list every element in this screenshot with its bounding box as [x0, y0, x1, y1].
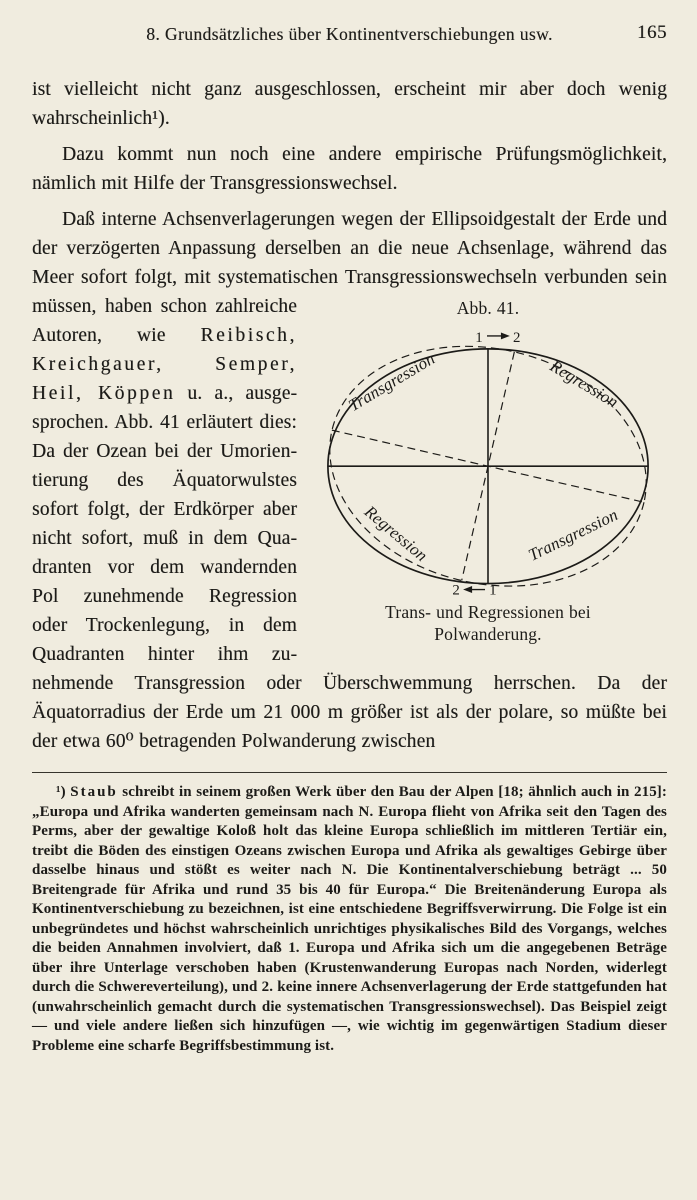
- arrowhead-bottom-left-icon: [463, 586, 472, 593]
- figure-caption-line2: Polwanderung.: [434, 624, 542, 645]
- arrowhead-top-right-icon: [501, 332, 510, 339]
- label-regression-top-right: Regression: [546, 356, 622, 412]
- paragraph-3: [32, 205, 667, 756]
- label-transgression-bottom-right: Transgression: [525, 505, 621, 565]
- label-transgression-top-left: Transgression: [345, 348, 439, 416]
- figure-title: Abb. 41.: [456, 298, 520, 318]
- polwanderung-diagram: [309, 325, 667, 599]
- footnote-author: Staub: [70, 784, 118, 800]
- pole-point-1-top: 1: [475, 329, 483, 346]
- chapter-title: 8. Grundsätzliches über Kontinentverschiebungen usw.: [146, 24, 553, 44]
- pole-point-1-bottom: 1: [489, 582, 497, 599]
- author-names: Reibisch, Kreichgauer, Semper, Heil, Köppen: [32, 325, 297, 404]
- paragraph-2: Dazu kommt nun noch eine andere empirische Prüfungsmöglichkeit, nämlich mit Hilfe der Transgressionswechsel.: [32, 144, 667, 194]
- paragraph-continuation: ist vielleicht nicht ganz ausgeschlossen, erscheint mir aber doch wenig wahrscheinlich¹).: [32, 79, 667, 129]
- footnote: [32, 783, 667, 1056]
- paragraph-3-text-c: u. a., ausgesprochen. Abb. 41 erläutert dies: Da der Ozean bei der Umorientierung des Äquatorwulstes sofort folgt, der Erdkörper aber nicht sofort, muß in dem Quadranten vor dem wandernden Pol zunehmende Regression oder Trockenlegung, in dem Quadranten hinter ihm zunehmende Transgression oder Überschwemmung herrschen. Da der Äquatorradius der Erde um 21 000 m größer ist als der polare, so müßte bei der etwa 60⁰ betragenden Polwanderung zwischen: [32, 383, 667, 752]
- page-header: [32, 24, 667, 45]
- paragraph-3-text-a: Daß interne Achsenverlagerungen wegen der Ellipsoidgestalt der Erde und der verzögerten Anpassung derselben an die neue Achsenlage, während das Meer sofort folgt, mit systematischen Transgressionswechseln verbunden sein müssen, haben schon: [32, 209, 667, 317]
- figure-caption: [309, 601, 667, 645]
- label-regression-bottom-left: Regression: [360, 501, 432, 566]
- pole-point-2-bottom: 2: [452, 582, 460, 599]
- footnote-divider: [32, 772, 667, 773]
- footnote-marker: ¹): [56, 784, 71, 800]
- main-text: [32, 75, 667, 756]
- pole-point-2-top: 2: [513, 329, 521, 346]
- paragraph-3-text-b: zahlreiche Autoren, wie: [32, 296, 297, 346]
- figure-abb-41: [309, 294, 667, 645]
- footnote-text: schreibt in seinem großen Werk über den Bau der Alpen [18; ähnlich auch in 215]: „Europa und Afrika wanderten gemeinsam nach N. Europa flieht von Afrika seit den Tagen des Perms, aber der gewaltige Koloß holt das kleine Europa schließlich im mittleren Tertiär ein, treibt die Böden des einstigen Ozeans zwischen Europa und Afrika als gewaltiges Gebirge über dasselbe hinaus und stößt es weiter nach N. Die Kontinentalverschiebung beträgt ... 50 Breitengrade für Afrika und rund 35 bis 40 für Europa.“ Die Breitenänderung Europa als Kontinentverschiebung zu bezeichnen, ist eine entschiedene Begriffsverwirrung. Die Folge ist ein unbegründetes und höchst wahrscheinlich unrichtiges physikalisches Bild des Vorgangs, welches die beiden Annahmen involviert, daß 1. Europa und Afrika sich um die angegebenen Beträge über ihre Unterlage verschoben haben (Krustenwanderung Europas nach Norden, widerlegt durch die Schwereverteilung), und 2. keine innere Achsenverlagerung der Erde stattgefunden hat (unwahrscheinlich gemacht durch die systematischen Transgressionswechsel). Das Beispiel zeigt — und viele andere ließen sich hinzufügen —, wie wichtig im gegenwärtigen Stadium dieser Probleme eine scharfe Begriffsbestimmung ist.: [32, 784, 667, 1054]
- figure-caption-line1: Trans- und Regressionen bei: [385, 602, 591, 623]
- page-number: 165: [637, 22, 667, 43]
